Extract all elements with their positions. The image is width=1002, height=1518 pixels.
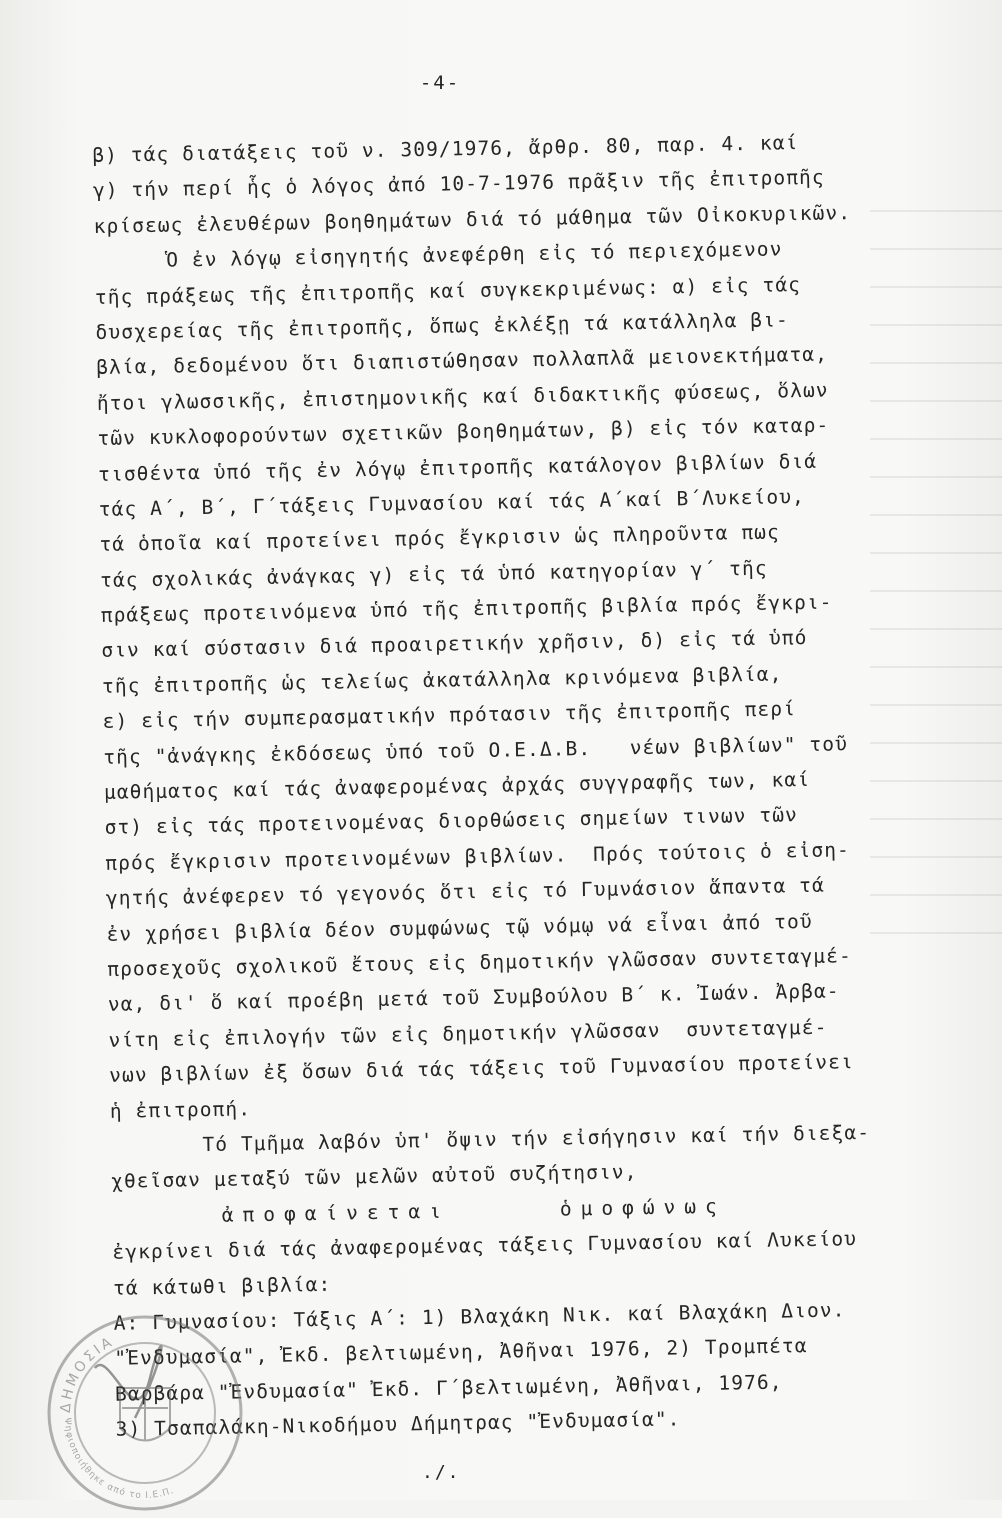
text-line: τῶν κυκλοφορούντων σχετικῶν βοηθημάτων, β) εἰς τόν καταρ- [97,413,830,451]
text-line: μαθήματος καί τάς ἀναφερομένας ἀρχάς συγγραφῆς των, καί [103,767,811,804]
text-line: ἐγκρίνει διά τάς ἀναφερομένας τάξεις Γυμνασίου καί Λυκείου [112,1227,858,1264]
text-line: πρός ἔγκρισιν προτεινομένων βιβλίων. Πρός τούτοις ὁ εἰση- [105,838,851,875]
text-line: τῆς "ἀνάγκης ἐκδόσεως ὑπό τοῦ Ο.Ε.Δ.Β. νέων βιβλίων" τοῦ [103,731,849,769]
stamp-text-top: ΔΗΜΟΣΙΑ [57,1333,117,1414]
text-line: ε) εἰς τήν συμπερασματικήν πρότασιν τῆς ἐπιτροπῆς περί [102,697,797,734]
official-stamp-seal [40,1308,250,1518]
text-line: Τό Τμῆμα λαβόν ὑπ' ὄψιν τήν εἰσήγησιν καί τήν διεξα- [202,1120,871,1157]
text-line: προσεχοῦς σχολικοῦ ἔτους εἰς δημοτικήν γλῶσσαν συντεταγμέ- [107,944,853,981]
page-number: -4- [419,72,461,94]
continuation-mark: ./. [422,1462,461,1483]
text-line: τισθέντα ὑπό τῆς ἐν λόγῳ ἐπιτροπῆς κατάλογον βιβλίων διά [97,449,818,486]
text-line: β) τάς διατάξεις τοῦ ν. 309/1976, ἄρθρ. 80, παρ. 4. καί [92,131,799,167]
text-line: χθεῖσαν μεταξύ τῶν μελῶν αὐτοῦ συζήτησιν, [110,1160,638,1194]
text-line: ἤτοι γλωσσικῆς, ἐπιστημονικῆς καί διδακτικῆς φύσεως, ὅλων [96,378,829,415]
list-line: Βαρβάρα "Ἐνδυμασία" Ἐκδ. Γ΄βελτιωμένη, Ἀθῆναι, 1976, [114,1370,783,1406]
text-line: γ) τήν περί ἧς ὁ λόγος ἀπό 10-7-1976 πρᾶξιν τῆς ἐπιτροπῆς [92,165,825,203]
text-line: ἐν χρήσει βιβλία δέον συμφώνως τῷ νόμῳ νά εἶναι ἀπό τοῦ [106,909,813,946]
body-text [92,123,946,1447]
text-line: πράξεως προτεινόμενα ὑπό τῆς ἐπιτροπῆς βιβλία πρός ἔγκρι- [100,590,833,627]
svg-text:Ψηφιοποιήθηκε από το Ι.Ε.Π. [62,1418,176,1501]
list-line: 3) Τσαπαλάκη-Νικοδήμου Δήμητρας "Ἐνδυμασία". [115,1407,681,1441]
list-line: "Ἐνδυμασία", Ἐκδ. βελτιωμένη, Ἀθῆναι 1976, 2) Τρομπέτα [114,1334,808,1371]
text-line: τῆς ἐπιτροπῆς ὡς τελείως ἀκατάλληλα κρινόμενα βιβλία, [101,662,783,698]
text-line: τά ὁποῖα καί προτείνει πρός ἔγκρισιν ὡς πληροῦντα πως [99,520,781,557]
text-line: κρίσεως ἐλευθέρων βοηθημάτων διά τό μάθημα τῶν Οἰκοκυρικῶν. [93,200,852,238]
text-line: τά κάτωθι βιβλία: [112,1272,332,1300]
text-line: δυσχερείας τῆς ἐπιτροπῆς, ὅπως ἐκλέξῃ τά κατάλληλα βι- [95,308,790,344]
text-line: ἡ ἐπιτροπή. [109,1096,252,1123]
decision-word: ἀποφαίνεται [221,1199,451,1227]
text-line: γητής ἀνέφερεν τό γεγονός ὅτι εἰς τό Γυμνάσιον ἅπαντα τά [105,873,826,911]
text-line: βλία, δεδομένου ὅτι διαπιστώθησαν πολλαπλᾶ μειονεκτήματα, [96,342,829,380]
text-line: τάς Α΄, Β΄, Γ΄τάξεις Γυμνασίου καί τάς Α΄καί Β΄Λυκείου, [98,484,806,521]
decision-word: ὁμοφώνως [559,1194,726,1221]
text-line: νίτη εἰς ἐπιλογήν τῶν εἰς δημοτικήν γλῶσσαν συντεταγμέ- [108,1015,828,1052]
text-line: τάς σχολικάς ἀνάγκας γ) εἰς τά ὑπό κατηγορίαν γ΄ τῆς [99,556,768,592]
stamp-text-bottom: Ψηφιοποιήθηκε από το Ι.Ε.Π. [61,1417,176,1502]
list-line: Α: Γυμνασίου: Τάξις Α΄: 1) Βλαχάκη Νικ. καί Βλαχάκη Διον. [113,1298,846,1335]
text-line: νων βιβλίων ἐξ ὅσων διά τάς τάξεις τοῦ Γυμνασίου προτείνει [108,1050,855,1087]
text-line: στ) εἰς τάς προτεινομένας διορθώσεις σημείων τινων τῶν [104,803,799,840]
text-line: να, δι' ὅ καί προέβη μετά τοῦ Συμβούλου Β΄ κ. Ἰωάν. Ἀρβα- [107,979,840,1017]
text-line: τῆς πράξεως τῆς ἐπιτροπῆς καί συγκεκριμένως: α) εἰς τάς [94,272,802,309]
text-line: Ὁ ἐν λόγῳ εἰσηγητής ἀνεφέρθη εἰς τό περιεχόμενον [166,237,783,272]
text-line: σιν καί σύστασιν διά προαιρετικήν χρῆσιν, δ) εἰς τά ὑπό [101,626,808,663]
